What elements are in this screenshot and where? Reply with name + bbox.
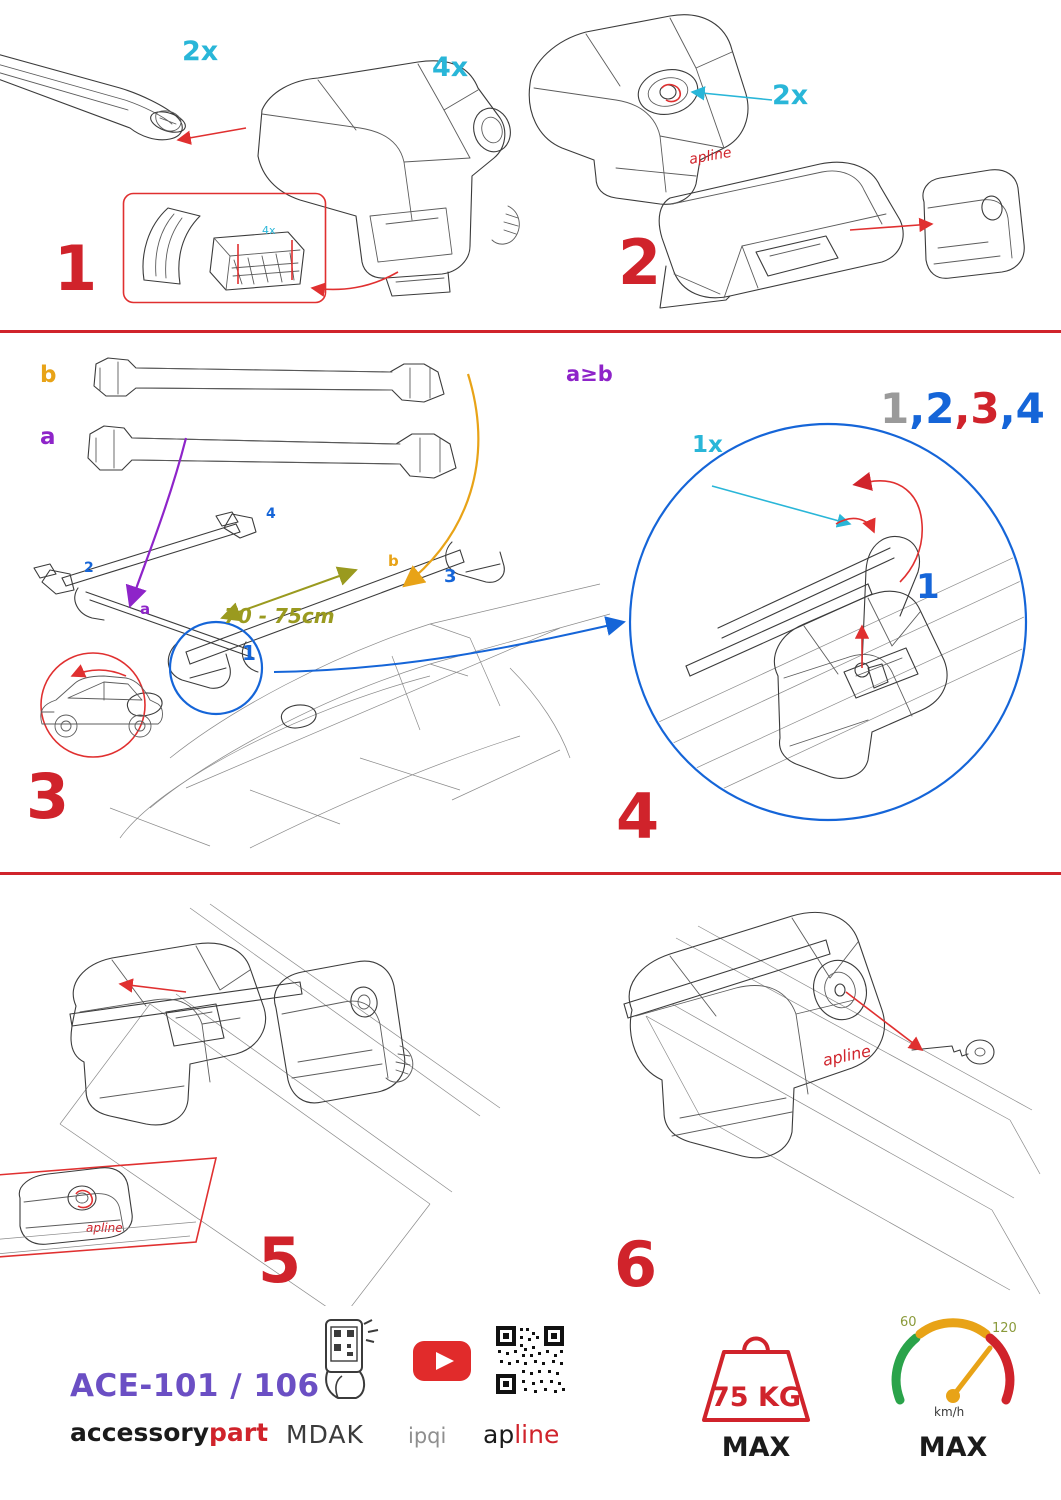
svg-text:1: 1 — [242, 641, 256, 665]
svg-text:apline: apline — [820, 1041, 873, 1070]
sequence-digit-1: 1 — [880, 384, 910, 433]
step4-condition — [566, 362, 613, 386]
svg-text:4: 4 — [266, 506, 276, 522]
svg-text:60: 60 — [900, 1315, 917, 1330]
brand-mdak: MDAK — [286, 1420, 364, 1449]
step3-bar-label-b: b — [40, 362, 57, 388]
crossbar-b-drawing — [94, 358, 444, 402]
step-number-5: 5 — [258, 1224, 302, 1297]
svg-text:1: 1 — [916, 567, 940, 607]
roof-bar-drawing — [0, 52, 188, 140]
condition-text: a≥b — [566, 362, 613, 386]
key-drawing — [912, 1040, 994, 1064]
brand-ipqi: ipqi — [408, 1424, 447, 1448]
brand-apline-part1: ap — [483, 1420, 515, 1449]
step-number-6: 6 — [614, 1228, 658, 1301]
sequence-digit-3: ,3 — [954, 384, 1000, 433]
svg-text:apline: apline — [86, 1221, 123, 1235]
foot-detail-drawing — [620, 536, 1050, 818]
step3-distance-label: 70 - 75cm — [224, 604, 335, 628]
brand-accessorypart-part1: accessory — [70, 1418, 210, 1447]
bar-end-assembly-drawing — [659, 162, 1024, 308]
step1-foot-quantity: 4x — [432, 52, 469, 83]
brand-accessorypart — [70, 1418, 268, 1447]
step-number-4: 4 — [616, 780, 660, 853]
crossbar-a-drawing — [88, 426, 456, 478]
step1-detail-inset — [122, 192, 327, 304]
max-load-caption: MAX — [721, 1432, 791, 1463]
svg-text:apline: apline — [687, 144, 733, 168]
step4-illustration — [600, 420, 1050, 860]
brand-apline-part2: line — [514, 1420, 560, 1449]
step3-vehicle-direction-inset — [8, 650, 178, 760]
max-load-value: 75 KG — [710, 1382, 802, 1413]
step5-detail-inset — [0, 1136, 230, 1266]
step-number-2: 2 — [618, 226, 662, 299]
step2-lock-quantity: 2x — [772, 80, 809, 111]
youtube-icon[interactable] — [412, 1340, 472, 1382]
max-speed-caption: MAX — [918, 1432, 988, 1463]
sequence-digit-4: ,4 — [999, 384, 1045, 433]
model-code: ACE-101 / 106 — [70, 1368, 320, 1404]
section-divider-2 — [0, 872, 1061, 875]
svg-text:2: 2 — [84, 560, 94, 576]
section-divider-1 — [0, 330, 1061, 333]
brand-accessorypart-part2: part — [209, 1418, 269, 1447]
foot-with-lock-drawing — [529, 15, 748, 205]
svg-text:3: 3 — [444, 566, 457, 587]
step3-bar-label-a: a — [40, 424, 56, 450]
brand-apline — [483, 1420, 559, 1449]
step-number-1: 1 — [54, 232, 98, 305]
svg-text:4x: 4x — [262, 224, 276, 237]
qr-code-icon[interactable] — [494, 1324, 566, 1396]
step1-bar-quantity: 2x — [182, 36, 219, 67]
step4-tool-quantity: 1x — [692, 432, 723, 458]
max-speed-icon — [886, 1304, 1020, 1424]
sequence-digit-2: ,2 — [909, 384, 955, 433]
svg-text:km/h: km/h — [934, 1405, 965, 1419]
lock-key-drawing — [624, 912, 1040, 1294]
step3-illustration — [0, 338, 620, 858]
svg-text:120: 120 — [992, 1321, 1017, 1336]
step3-mark-a: a — [140, 600, 151, 618]
step-number-3: 3 — [26, 760, 70, 833]
step3-to-step4-pointer — [268, 610, 638, 690]
step2-illustration — [520, 8, 1060, 328]
phone-qr-icon[interactable] — [316, 1318, 390, 1402]
step3-mark-b: b — [388, 552, 399, 570]
